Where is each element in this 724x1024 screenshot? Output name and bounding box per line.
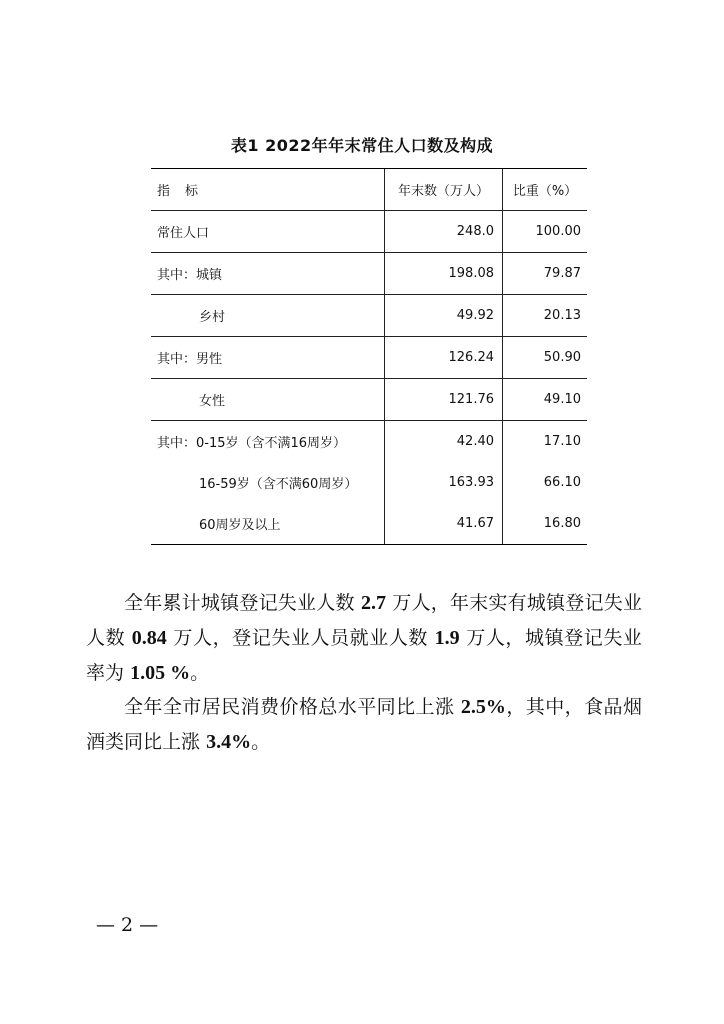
row-label: 乡村 (199, 310, 226, 325)
row-label: 其中：男性 (157, 352, 223, 367)
row-count: 198.08 (384, 253, 502, 294)
table-header-row (151, 169, 587, 211)
row-count: 121.76 (384, 379, 502, 420)
table-row (151, 421, 587, 462)
row-label: 其中：城镇 (157, 268, 223, 283)
table-row (151, 295, 587, 337)
row-count: 248.0 (384, 211, 502, 252)
row-share: 50.90 (502, 337, 587, 378)
row-label: 常住人口 (157, 226, 210, 241)
row-count: 42.40 (384, 421, 502, 462)
row-label: 其中：0-15岁（含不满16周岁） (157, 436, 347, 451)
table-row (151, 503, 587, 544)
row-label: 60周岁及以上 (199, 518, 281, 533)
para-text: ，其中，食品烟酒类同比上涨 (86, 696, 642, 753)
row-label: 16-59岁（含不满60周岁） (199, 477, 358, 492)
para-text: 万人，年末实有城镇登记失业人数 (86, 592, 642, 649)
para-text: 全年全市居民消费价格总水平同比上涨 (124, 696, 455, 718)
para-value: 1.9 (434, 627, 460, 649)
para-value: 3.4% (206, 731, 252, 753)
table-row (151, 253, 587, 295)
header-indicator: 指 标 (157, 184, 200, 199)
unemployment-paragraph (86, 586, 642, 691)
para-value: 2.5% (460, 696, 506, 718)
row-count: 126.24 (384, 337, 502, 378)
row-share: 17.10 (502, 421, 587, 462)
row-count: 163.93 (384, 462, 502, 503)
table-row (151, 462, 587, 503)
para-text: 全年累计城镇登记失业人数 (124, 592, 355, 614)
page-number: — 2 — (96, 914, 159, 936)
para-value: 2.7 (360, 592, 386, 614)
row-share: 16.80 (502, 503, 587, 544)
header-count: 年末数（万人） (384, 169, 502, 210)
table-row (151, 379, 587, 421)
row-share: 79.87 (502, 253, 587, 294)
para-value: 0.84 (131, 627, 167, 649)
population-table (151, 168, 587, 545)
para-text: 。 (190, 662, 210, 684)
row-share: 20.13 (502, 295, 587, 336)
row-share: 49.10 (502, 379, 587, 420)
header-share: 比重（%） (502, 169, 587, 210)
row-count: 49.92 (384, 295, 502, 336)
cpi-paragraph (86, 690, 642, 760)
para-text: 万人，登记失业人员就业人数 (173, 627, 429, 649)
para-text: 万人，城镇登记失业率为 (86, 627, 642, 684)
row-share: 66.10 (502, 462, 587, 503)
row-share: 100.00 (502, 211, 587, 252)
row-count: 41.67 (384, 503, 502, 544)
para-text: 。 (251, 731, 271, 753)
table-title: 表1 2022年年末常住人口数及构成 (230, 136, 494, 155)
row-label: 女性 (199, 394, 226, 409)
table-row (151, 211, 587, 253)
para-value: 1.05 % (130, 662, 191, 684)
table-row (151, 337, 587, 379)
